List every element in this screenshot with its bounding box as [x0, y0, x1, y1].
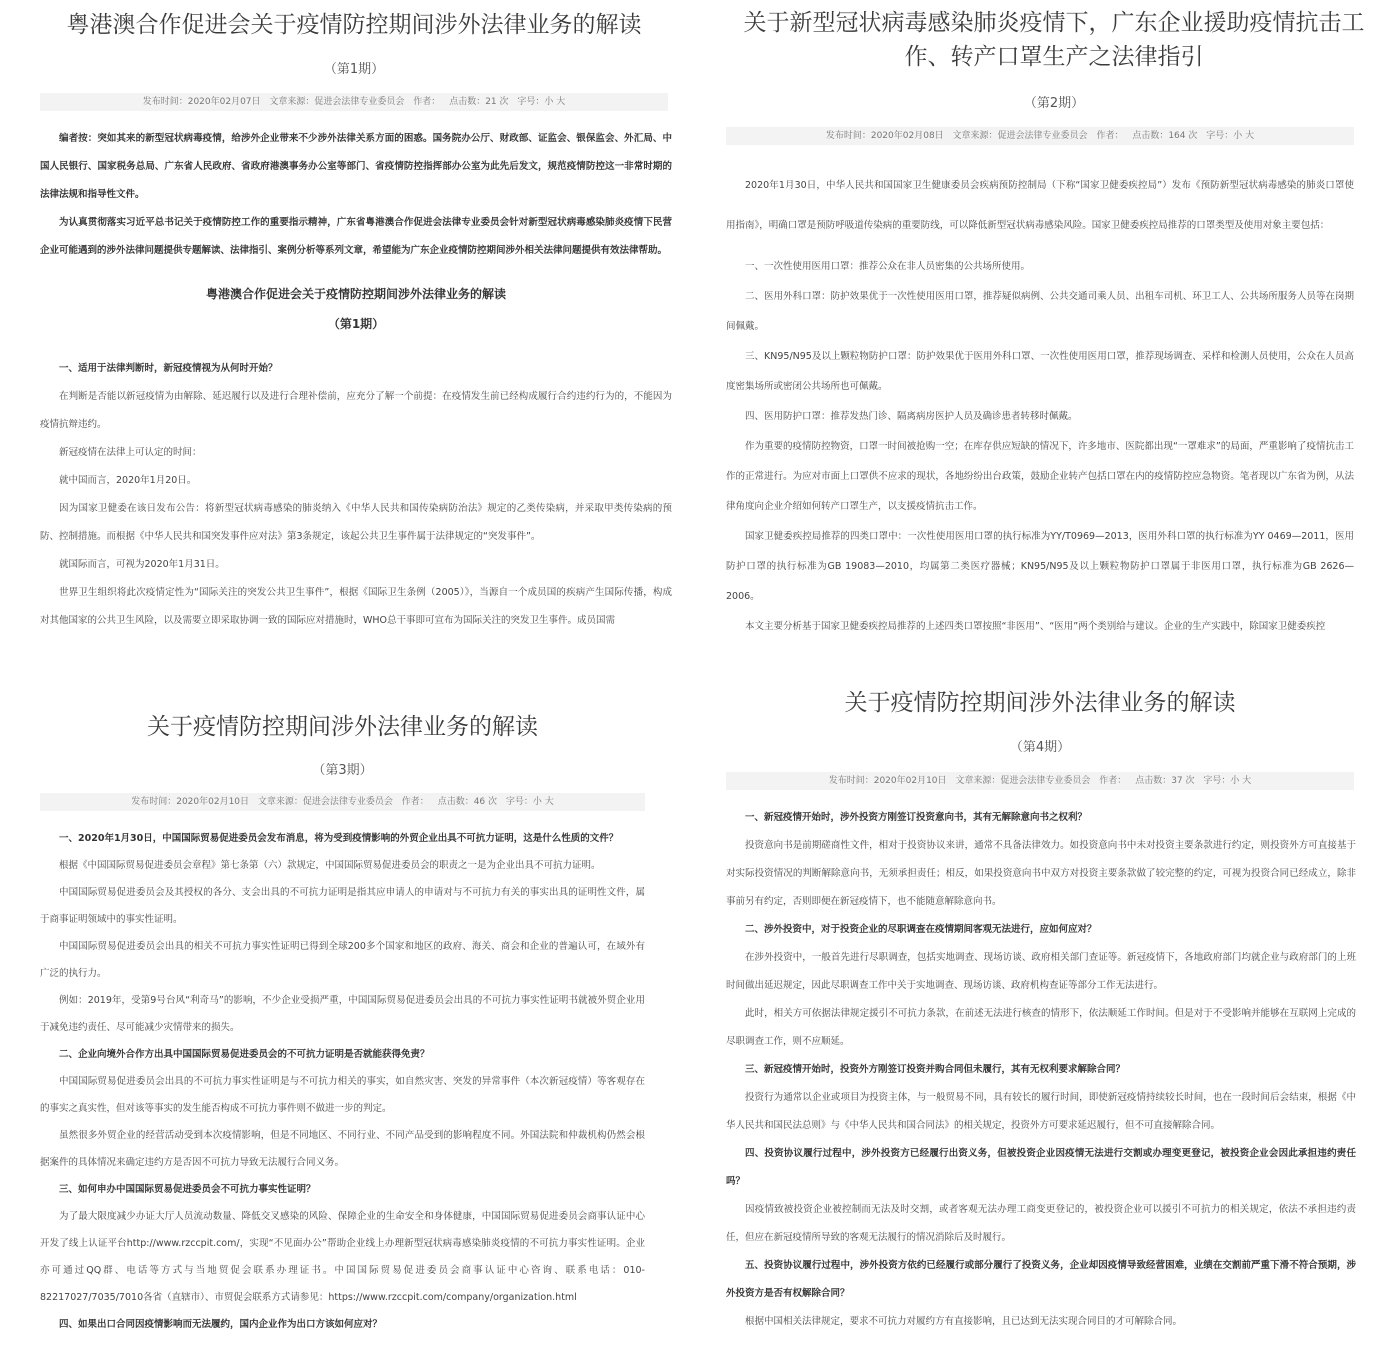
font-size-control[interactable]: 字号：小 大	[517, 97, 566, 107]
paragraph: 世界卫生组织将此次疫情定性为“国际关注的突发公共卫生事件”，根据《国际卫生条例（2005）》，当源自一个成员国的疾病产生国际传播，构成对其他国家的公共卫生风险，以及需要立即采取协调一致的国际应对措施时，WHO总干事即可宣布为国际关注的突发卫生事件。成员国需	[40, 587, 672, 626]
publish-date: 发布时间：2020年02月08日	[825, 131, 944, 141]
question-heading: 四、如果出口合同因疫情影响而无法履约，国内企业作为出口方该如何应对？	[59, 1319, 383, 1330]
paragraph: 2020年1月30日，中华人民共和国国家卫生健康委员会疾病预防控制局（下称“国家卫健委疾控局”）发布《预防新型冠状病毒感染的肺炎口罩使用指南》，明确口罩是预防呼吸道传染病的重要防线，可以降低新型冠状病毒感染风险。国家卫健委疾控局推荐的口罩类型及使用对象主要包括：	[726, 180, 1354, 231]
click-count: 点击数：37 次	[1135, 776, 1195, 786]
issue-number: （第2期）	[1023, 96, 1085, 111]
paragraph: 四、医用防护口罩：推荐发热门诊、隔离病房医护人员及确诊患者转移时佩戴。	[745, 411, 1078, 422]
question-heading: 五、投资协议履行过程中，涉外投资方依约已经履行或部分履行了投资义务，企业却因疫情导致经营困难，业绩在交割前严重下滑不符合预期，涉外投资方是否有权解除合同？	[726, 1260, 1356, 1299]
paragraph: 因疫情致被投资企业被控制而无法及时交割，或者客观无法办理工商变更登记的，被投资企业可以援引不可抗力的相关规定，依法不承担违约责任，但应在新冠疫情所导致的客观无法履行的情况消除后及时履行。	[726, 1204, 1356, 1243]
click-count: 点击数：21 次	[449, 97, 509, 107]
article-title: 关于疫情防控期间涉外法律业务的解读	[844, 690, 1236, 716]
font-size-control[interactable]: 字号：小 大	[505, 797, 554, 807]
paragraph: 就国际而言，可视为2020年1月31日。	[59, 559, 225, 570]
article-source: 文章来源：促进会法律专业委员会	[269, 97, 405, 107]
paragraph: 新冠疫情在法律上可认定的时间：	[59, 447, 202, 458]
paragraph: 中国国际贸易促进委员会及其授权的各分、支会出具的不可抗力证明是指其应申请人的申请对与不可抗力有关的事实出具的证明性文件，属于商事证明领域中的事实性证明。	[40, 887, 645, 925]
question-heading: 一、2020年1月30日，中国国际贸易促进委员会发布消息，将为受到疫情影响的外贸企业出具不可抗力证明，这是什么性质的文件？	[59, 833, 619, 844]
article-author: 作者：	[413, 97, 441, 107]
article-author: 作者：	[1096, 131, 1124, 141]
article-source: 文章来源：促进会法律专业委员会	[952, 131, 1088, 141]
question-heading: 三、如何申办中国国际贸易促进委员会不可抗力事实性证明？	[59, 1184, 316, 1195]
question-heading: 一、新冠疫情开始时，涉外投资方刚签订投资意向书，其有无解除意向书之权利？	[745, 812, 1088, 823]
font-size-control[interactable]: 字号：小 大	[1206, 131, 1255, 141]
article-meta-bar	[726, 772, 1354, 790]
article-title: 关于疫情防控期间涉外法律业务的解读	[147, 714, 538, 740]
publish-date: 发布时间：2020年02月07日	[142, 97, 261, 107]
paragraph: 根据中国相关法律规定，要求不可抗力对履约方有直接影响，且已达到无法实现合同目的才可解除合同。	[745, 1316, 1183, 1327]
issue-number: （第4期）	[1009, 740, 1071, 755]
article-meta-bar	[726, 127, 1354, 145]
article-meta-bar	[40, 93, 668, 111]
paragraph: 中国国际贸易促进委员会出具的相关不可抗力事实性证明已得到全球200多个国家和地区的政府、海关、商会和企业的普遍认可，在域外有广泛的执行力。	[40, 941, 645, 979]
paragraph: 因为国家卫健委在该日发布公告：将新型冠状病毒感染的肺炎纳入《中华人民共和国传染病防治法》规定的乙类传染病，并采取甲类传染病的预防、控制措施。而根据《中华人民共和国突发事件应对法》第3条规定，该起公共卫生事件属于法律规定的“突发事件”。	[40, 503, 672, 542]
question-heading: 二、企业向境外合作方出具中国国际贸易促进委员会的不可抗力证明是否就能获得免责？	[59, 1049, 430, 1060]
article-title: 关于新型冠状病毒感染肺炎疫情下，广东企业援助疫情抗击工作、转产口罩生产之法律指引	[743, 10, 1365, 70]
paragraph: 一、一次性使用医用口罩：推荐公众在非人员密集的公共场所使用。	[745, 261, 1031, 272]
publish-date: 发布时间：2020年02月10日	[828, 776, 947, 786]
article-author: 作者：	[401, 797, 429, 807]
section-issue: （第1期）	[327, 317, 385, 331]
article-panel-issue-2	[700, 0, 1396, 680]
paragraph: 投资意向书是前期磋商性文件，相对于投资协议来讲，通常不具备法律效力。如投资意向书中未对投资主要条款进行约定，则投资外方可直接基于对实际投资情况的判断解除意向书，无须承担责任；相反，如果投资意向书中双方对投资主要条款做了较完整的约定，可视为投资合同已经成立，除非事前另有约定，否则即便在新冠疫情下，也不能随意解除意向书。	[726, 840, 1356, 907]
paragraph: 三、KN95/N95及以上颗粒物防护口罩：防护效果优于医用外科口罩、一次性使用医用口罩，推荐现场调查、采样和检测人员使用，公众在人员高度密集场所或密闭公共场所也可佩戴。	[726, 351, 1354, 392]
article-panel-issue-4	[700, 676, 1396, 1347]
paragraph: 例如：2019年，受第9号台风“利奇马”的影响，不少企业受损严重，中国国际贸易促进委员会出具的不可抗力事实性证明书就被外贸企业用于减免违约责任、尽可能减少灾情带来的损失。	[40, 995, 645, 1033]
paragraph: 在判断是否能以新冠疫情为由解除、延迟履行以及进行合理补偿前，应充分了解一个前提：在疫情发生前已经构成履行合约违约行为的，不能因为疫情抗辩违约。	[40, 391, 672, 430]
article-source: 文章来源：促进会法律专业委员会	[955, 776, 1091, 786]
paragraph: 本文主要分析基于国家卫健委疾控局推荐的上述四类口罩按照“非医用”、“医用”两个类别给与建议。企业的生产实践中，除国家卫健委疾控	[745, 621, 1326, 632]
question-heading: 四、投资协议履行过程中，涉外投资方已经履行出资义务，但被投资企业因疫情无法进行交割或办理变更登记，被投资企业会因此承担违约责任吗？	[726, 1148, 1356, 1187]
article-source: 文章来源：促进会法律专业委员会	[257, 797, 393, 807]
paragraph: 虽然很多外贸企业的经营活动受到本次疫情影响，但是不同地区、不同行业、不同产品受到的影响程度不同。外国法院和仲裁机构仍然会根据案件的具体情况来确定违约方是否因不可抗力导致无法履行合同义务。	[40, 1130, 645, 1168]
paragraph: 此时，相关方可依据法律规定援引不可抗力条款，在前述无法进行核查的情形下，依法顺延工作时间。但是对于不受影响并能够在互联网上完成的尽职调查工作，则不应顺延。	[726, 1008, 1356, 1047]
article-body	[726, 804, 1356, 1336]
font-size-control[interactable]: 字号：小 大	[1203, 776, 1252, 786]
article-author: 作者：	[1099, 776, 1127, 786]
paragraph: 国家卫健委疾控局推荐的四类口罩中：一次性使用医用口罩的执行标准为YY/T0969—2013，医用外科口罩的执行标准为YY 0469—2011，医用防护口罩的执行标准为GB 19083—2010，均属第二类医疗器械；KN95/N95及以上颗粒物防护口罩属于非医用口罩，执行标准为GB 2626—2006。	[726, 531, 1354, 602]
issue-number: （第3期）	[312, 763, 373, 778]
article-meta-bar	[40, 793, 645, 811]
article-panel-issue-1	[0, 0, 696, 680]
click-count: 点击数：46 次	[437, 797, 498, 807]
paragraph: 就中国而言，2020年1月20日。	[59, 475, 197, 486]
publish-date: 发布时间：2020年02月10日	[131, 797, 250, 807]
question-heading: 一、适用于法律判断时，新冠疫情视为从何时开始？	[59, 363, 278, 374]
paragraph: 为了最大限度减少办证大厅人员流动数量、降低交叉感染的风险、保障企业的生命安全和身体健康，中国国际贸易促进委员会商事认证中心开发了线上认证平台http://www.rzccpit.com/，实现“不见面办公”帮助企业线上办理新型冠状病毒感染肺炎疫情的不可抗力事实性证明。企业亦可通过QQ群、电话等方式与当地贸促会联系办理证书。中国国际贸易促进委员会商事认证中心咨询、联系电话：010-82217027/7035/7010各省（直辖市）、市贸促会联系方式请参见：https://www.rzccpit.com/company/organization.html	[40, 1211, 645, 1303]
paragraph: 中国国际贸易促进委员会出具的不可抗力事实性证明是与不可抗力相关的事实，如自然灾害、突发的异常事件（本次新冠疫情）等客观存在的事实之真实性，但对该等事实的发生能否构成不可抗力事件则不做进一步的判定。	[40, 1076, 645, 1114]
article-body	[40, 125, 672, 635]
article-title: 粤港澳合作促进会关于疫情防控期间涉外法律业务的解读	[66, 12, 642, 38]
editor-note: 编者按：突如其来的新型冠状病毒疫情，给涉外企业带来不少涉外法律关系方面的困惑。国务院办公厅、财政部、证监会、银保监会、外汇局、中国人民银行、国家税务总局、广东省人民政府、省政府港澳事务办公室等部门、省疫情防控指挥部办公室为此先后发文，规范疫情防控这一非常时期的法律法规和指导性文件。	[40, 133, 672, 200]
question-heading: 三、新冠疫情开始时，投资外方刚签订投资并购合同但未履行，其有无权利要求解除合同？	[745, 1064, 1126, 1075]
question-heading: 二、涉外投资中，对于投资企业的尽职调查在疫情期间客观无法进行，应如何应对？	[745, 924, 1097, 935]
article-body	[726, 166, 1354, 642]
issue-number: （第1期）	[323, 62, 385, 77]
article-panel-issue-3	[0, 698, 696, 1347]
paragraph: 投资行为通常以企业或项目为投资主体，与一般贸易不同，具有较长的履行时间，即使新冠疫情持续较长时间，也在一段时间后会结束，根据《中华人民共和国民法总则》与《中华人民共和国合同法》的相关规定，投资外方可要求延迟履行，但不可直接解除合同。	[726, 1092, 1356, 1131]
paragraph: 在涉外投资中，一般首先进行尽职调查，包括实地调查、现场访谈、政府相关部门查证等。新冠疫情下，各地政府部门均就企业与政府部门的上班时间做出延迟规定，因此尽职调查工作中关于实地调查、现场访谈、政府机构查证等部分工作无法进行。	[726, 952, 1356, 991]
section-title: 粤港澳合作促进会关于疫情防控期间涉外法律业务的解读	[205, 287, 506, 301]
article-body	[40, 825, 645, 1338]
click-count: 点击数：164 次	[1132, 131, 1198, 141]
paragraph: 根据《中国国际贸易促进委员会章程》第七条第（六）款规定，中国国际贸易促进委员会的职责之一是为企业出具不可抗力证明。	[59, 860, 601, 871]
paragraph: 作为重要的疫情防控物资，口罩一时间被抢购一空；在库存供应短缺的情况下，许多地市、医院都出现“一罩难求”的局面，严重影响了疫情抗击工作的正常进行。为应对市面上口罩供不应求的现状，各地纷纷出台政策，鼓励企业转产包括口罩在内的疫情防控应急物资。笔者现以广东省为例，从法律角度向企业介绍如何转产口罩生产，以支援疫情抗击工作。	[726, 441, 1354, 512]
intro-paragraph: 为认真贯彻落实习近平总书记关于疫情防控工作的重要指示精神，广东省粤港澳合作促进会法律专业委员会针对新型冠状病毒感染肺炎疫情下民营企业可能遇到的涉外法律问题提供专题解读、法律指引、案例分析等系列文章，希望能为广东企业疫情防控期间涉外相关法律问题提供有效法律帮助。	[40, 217, 672, 256]
paragraph: 二、医用外科口罩：防护效果优于一次性使用医用口罩，推荐疑似病例、公共交通司乘人员、出租车司机、环卫工人、公共场所服务人员等在岗期间佩戴。	[726, 291, 1354, 332]
